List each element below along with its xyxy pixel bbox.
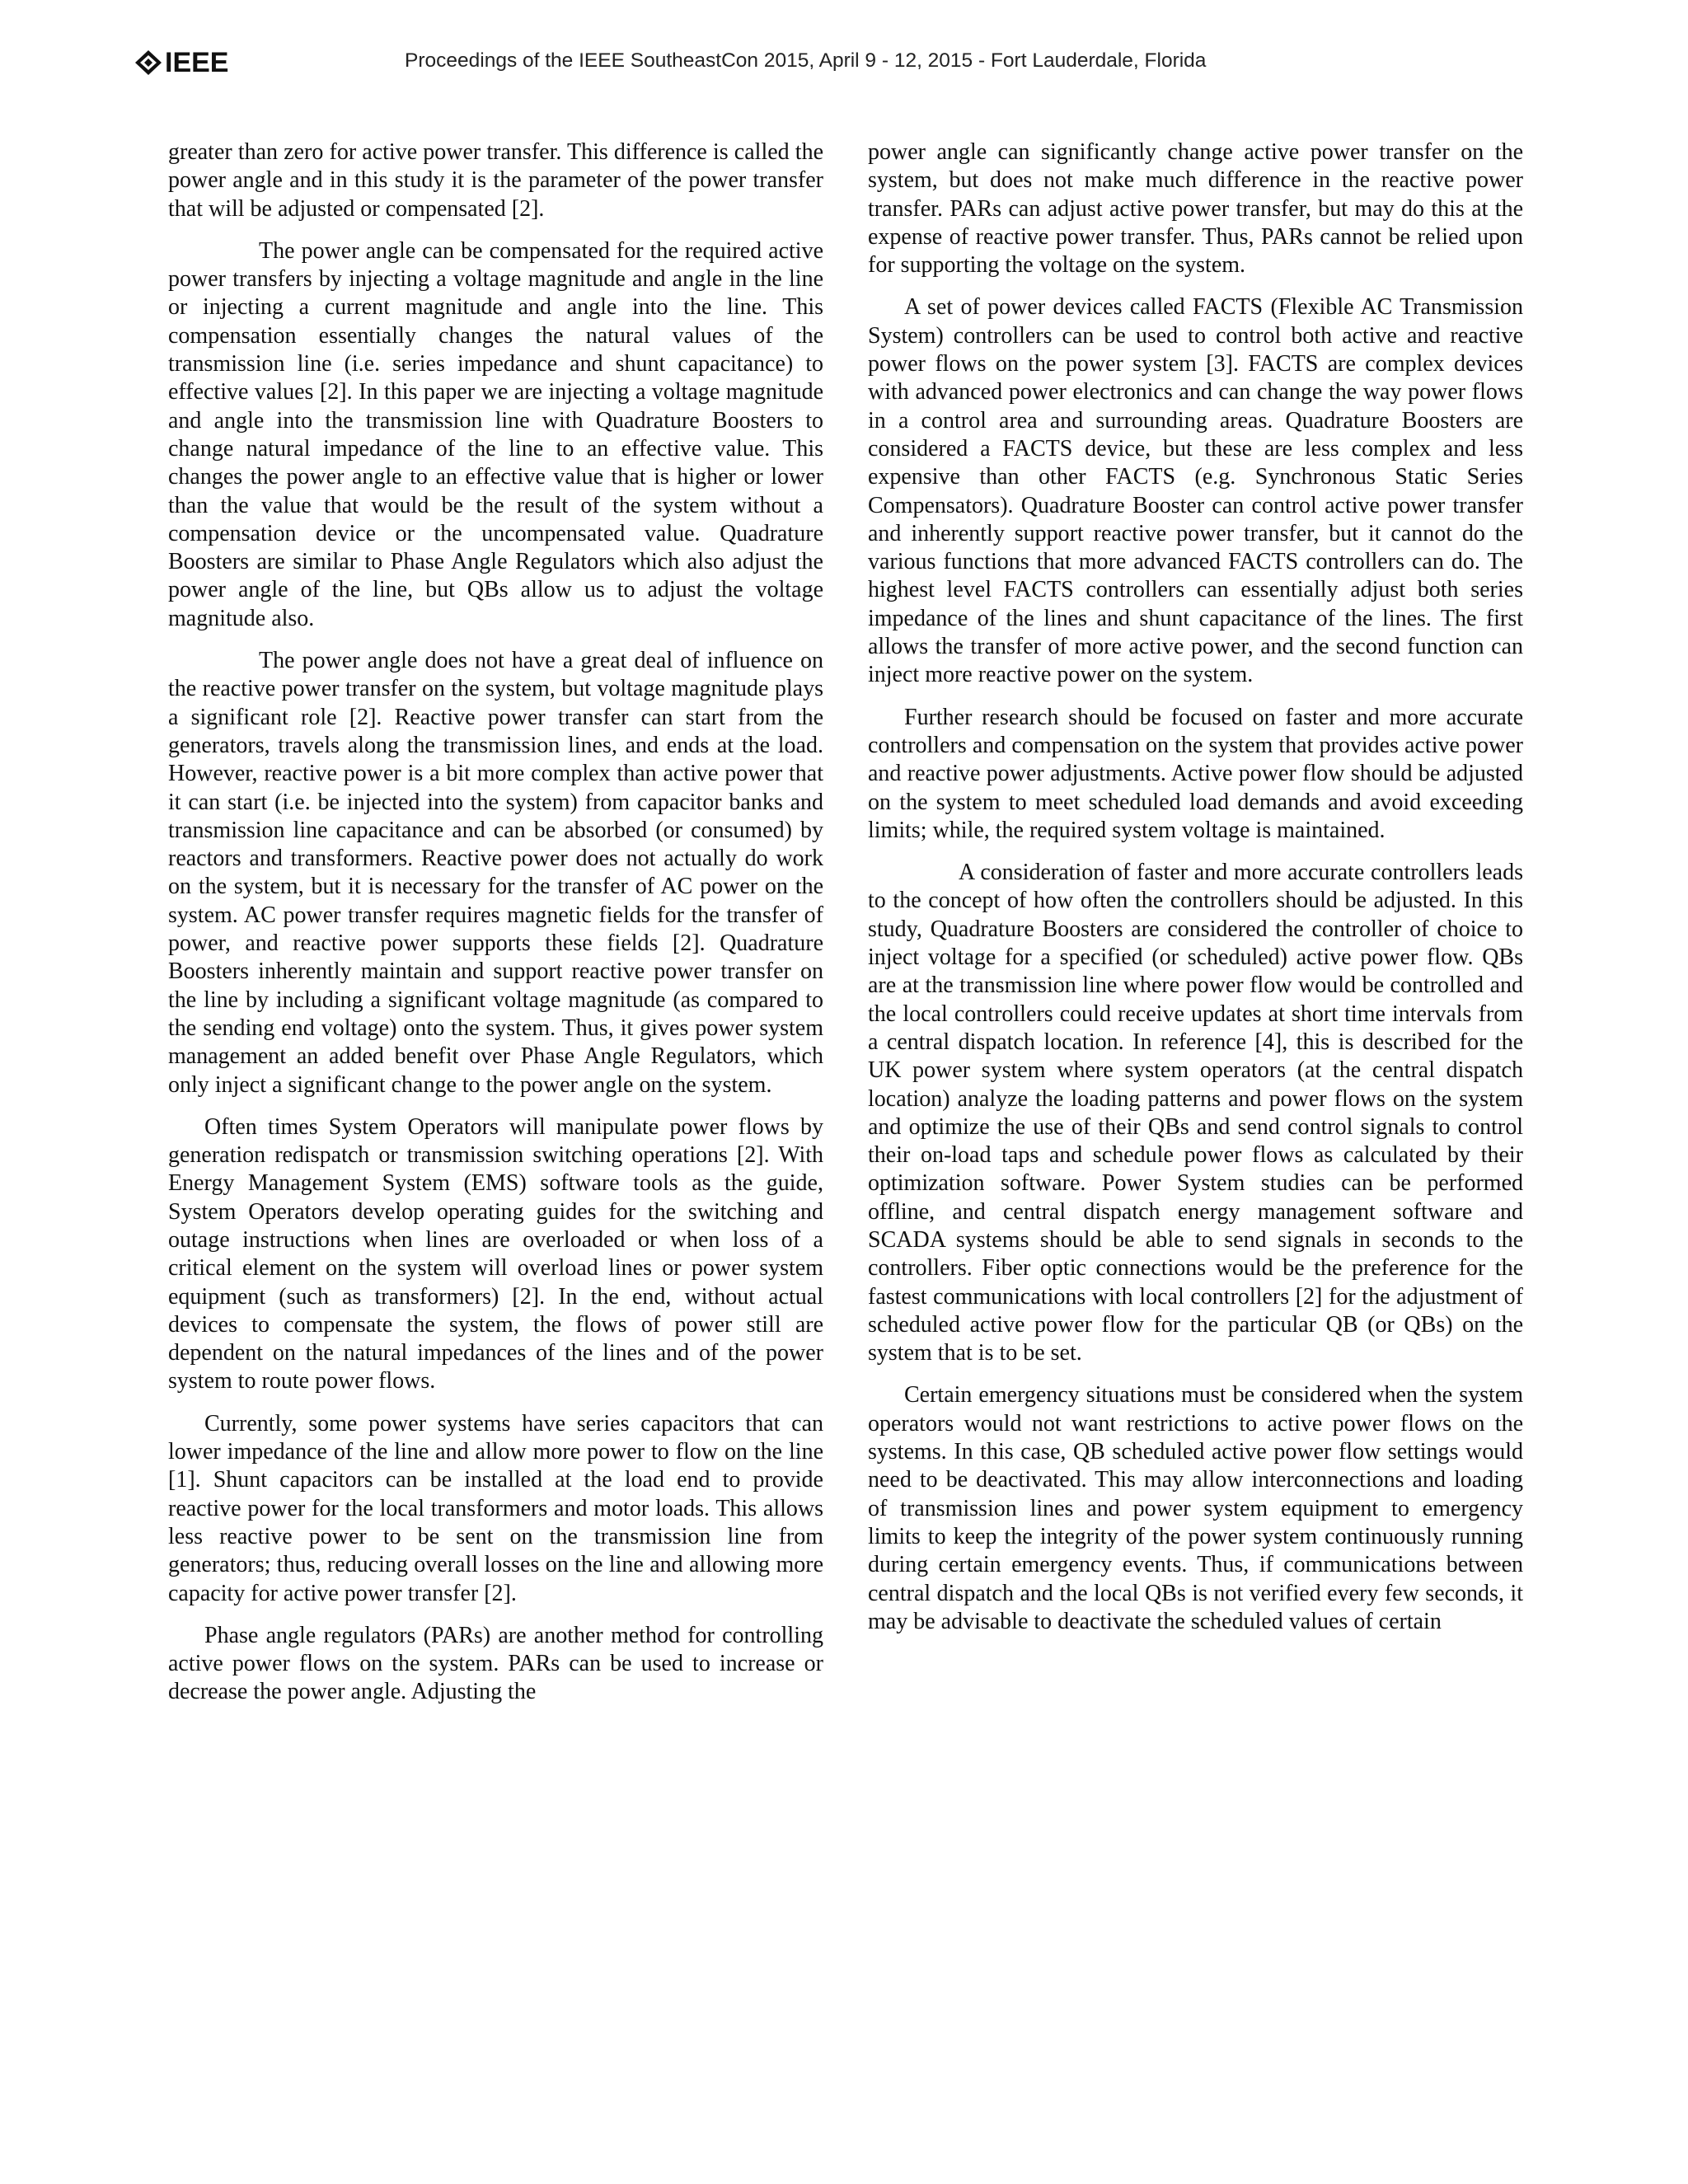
paragraph: A consideration of faster and more accurate controllers leads to the concept of how often the controllers should be adjusted. In this study, Quadrature Boosters are considered the controller of choice to inject voltage for a specified (or scheduled) active power flow. QBs are at the transmission line where power flow would be controlled and the local controllers could receive updates at short time intervals from a central dispatch location. In reference [4], this is described for the UK power system where system operators (at the central dispatch location) analyze the loading patterns and power flows on the system and optimize the use of their QBs and send control signals to control their on-load taps and schedule power flows as calculated by their optimization software. Power System studies can be performed offline, and central dispatch energy management software and SCADA systems should be able to send signals in seconds to the controllers. Fiber optic connections would be the preference for the fastest communications with local controllers [2] for the adjustment of scheduled active power flow for the particular QB (or QBs) on the system that is to be set.: [868, 860, 1523, 1366]
page-header: [134, 46, 1554, 79]
ieee-logo: [134, 46, 228, 79]
paragraph: Currently, some power systems have series capacitors that can lower impedance of the line and allow more power to flow on the line [1]. Shunt capacitors can be installed at the load end to provide reactive power for the local transformers and motor loads. This allows less reactive power to be sent on the transmission line from generators; thus, reducing overall losses on the line and allowing more capacity for active power transfer [2].: [168, 1410, 823, 1606]
paragraph: The power angle can be compensated for the required active power transfers by injecting a voltage magnitude and angle in the line or injecting a current magnitude and angle into the line. This compensation essentially changes the natural values of the transmission line (i.e. series impedance and shunt capacitance) to effective values [2]. In this paper we are injecting a voltage magnitude and angle into the transmission line with Quadrature Boosters to change natural impedance of the line to an effective value. This changes the power angle to an effective value that is higher or lower than the value that would be the result of the system without a compensation device or the uncompensated value. Quadrature Boosters are similar to Phase Angle Regulators which also adjust the power angle of the line, but QBs allow us to adjust the voltage magnitude also.: [168, 237, 823, 631]
right-column: [868, 138, 1523, 1650]
paragraph: power angle can significantly change active power transfer on the system, but does not make much difference in the reactive power transfer. PARs can adjust active power transfer, but may do this at the expense of reactive power transfer. Thus, PARs cannot be relied upon for supporting the voltage on the system.: [868, 139, 1523, 279]
paragraph: A set of power devices called FACTS (Flexible AC Transmission System) controllers can be used to control both active and reactive power flows on the power system [3]. FACTS are complex devices with advanced power electronics and can change the way power flows in a control area and surrounding areas. Quadrature Boosters are considered a FACTS device, but these are less complex and less expensive than other FACTS (e.g. Synchronous Static Series Compensators). Quadrature Booster can control active power transfer and inherently support reactive power transfer, but it cannot do the various functions that more advanced FACTS controllers can do. The highest level FACTS controllers can essentially adjust both series impedance of the lines and shunt capacitance of the lines. The first allows the transfer of more active power, and the second function can inject more reactive power on the system.: [868, 294, 1523, 688]
paragraph: Certain emergency situations must be considered when the system operators would not want restrictions to active power flows on the systems. In this case, QB scheduled active power flow settings would need to be deactivated. This may allow interconnections and loading of transmission lines and power system equipment to emergency limits to keep the integrity of the power system continuously running during certain emergency events. Thus, if communications between central dispatch and the local QBs is not verified every few seconds, it may be advisable to deactivate the scheduled values of certain: [868, 1382, 1523, 1634]
paragraph: The power angle does not have a great deal of influence on the reactive power transfer on the system, but voltage magnitude plays a significant role [2]. Reactive power transfer can start from the generators, travels along the transmission lines, and ends at the load. However, reactive power is a bit more complex than active power that it can start (i.e. be injected into the system) from capacitor banks and transmission line capacitance and can be absorbed (or consumed) by reactors and transformers. Reactive power does not actually do work on the system, but it is necessary for the transfer of AC power on the system. AC power transfer requires magnetic fields for the transfer of power, and reactive power supports these fields [2]. Quadrature Boosters inherently maintain and support reactive power transfer on the line by including a significant voltage magnitude (as compared to the sending end voltage) onto the system. Thus, it gives power system management an added benefit over Phase Angle Regulators, which only inject a significant change to the power angle on the system.: [168, 648, 823, 1098]
running-head: Proceedings of the IEEE SoutheastCon 2015, April 9 - 12, 2015 - Fort Lauderdale, Florida: [405, 49, 1207, 72]
paragraph: Often times System Operators will manipulate power flows by generation redispatch or transmission switching operations [2]. With Energy Management System (EMS) software tools as the guide, System Operators develop operating guides for the switching and outage instructions when lines are overloaded or when loss of a critical element on the system will overload lines or power system equipment (such as transformers) [2]. In the end, without actual devices to compensate the system, the flows of power still are dependent on the natural impedances of the lines and of the power system to route power flows.: [168, 1113, 823, 1394]
paragraph: greater than zero for active power transfer. This difference is called the power angle and in this study it is the parameter of the power transfer that will be adjusted or compensated [2].: [168, 139, 823, 222]
logo-text: IEEE: [165, 46, 229, 78]
ieee-diamond-icon: [134, 49, 162, 76]
paragraph: Further research should be focused on faster and more accurate controllers and compensation on the system that provides active power and reactive power adjustments. Active power flow should be adjusted on the system to meet scheduled load demands and avoid exceeding limits; while, the required system voltage is maintained.: [868, 704, 1523, 843]
paragraph: Phase angle regulators (PARs) are another method for controlling active power flows on the system. PARs can be used to increase or decrease the power angle. Adjusting the: [168, 1622, 823, 1705]
left-column: [168, 138, 823, 1721]
